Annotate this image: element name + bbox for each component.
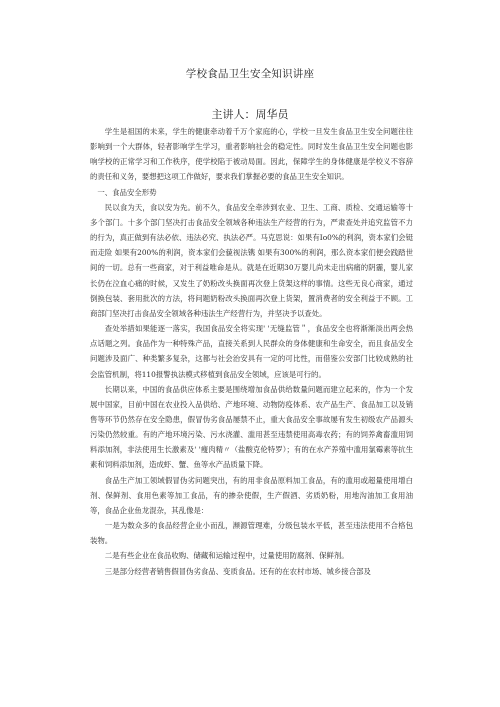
paragraph: 长期以来，中国的食品供应体系主要是围绕增加食品供给数量问题而建立起来的，作为一个发展中国家，目前中国在农业投入品供给、产地环境、动物防疫体系、农产品生产、食品加工以及销售等环节仍然存在安全隐患，假冒伪劣食品屡禁不止，重大食品安全事故屡有发生初级农产品源头污染仍然较重。有的产地环境污染、污水浇灌、滥用甚至违禁使用高毒农药；有的饲养禽畜滥用饲料添加剂，非法使用生长激素及' '瘦肉精〃（盐酸克伦特罗）；有的在水产养殖中滥用氯霉素等抗生素和饲料添加剂，造成虾、蟹、鱼等水产品质量下降。 <box>90 384 413 470</box>
paragraph: 三是部分经营者销售假冒伪劣食品、变质食品。还有的在农村市场、城乡接合部及 <box>104 566 371 576</box>
document-title: 学校食品卫生安全知识讲座 <box>185 68 315 80</box>
paragraph: 二是有些企业在食品收购、储藏和运输过程中，过量使用防腐剂、保鲜剂。 <box>104 551 349 561</box>
section-heading: 一、食品安全形势 <box>97 187 157 197</box>
paragraph: 民以食为天，食以安为先。前不久，食品安全牵涉到农业、卫生、工商、质检、交通运输等十多个部门。十多个部门坚决打击食品安全领域各种违法生产经营的行为，严肃查处并追究监管不力的行为，真正做到有法必依、违法必究、执法必严。马克思说：如果有Io0%的利润，资本家们会铤而走险 如果有200%的利润，资本家们会藐视法镌 如果有300%的利润，那么资本家们便会践踏世间的一切。总有一些商家，对于利益唯命是从。就是在近期30万婴儿尚未走出病痛的阴霾，婴儿家长仍在泣血心痛的时候，又发生了奶粉改头换面再次登上货架这样的事情。这些无良心商家，通过倒换包装、套用批次的方法，将问题奶粉改头换面再次登上货架，置消费者的安全利益于不顾。工商部门坚决打击食品安全领域各种违法生产经营行为，并坚决予以查处。 <box>90 202 413 318</box>
paragraph: 食品生产加工领域假冒伪劣问题突出，有的用非食品原料加工食品，有的滥用或超量使用增白剂、保鲜剂、食用色素等加工食品，有的掺杂使假，生产假酒、劣质奶粉，用地沟油加工食用油等，食品企业鱼龙混杂，其乱像是： <box>90 475 413 515</box>
paragraph: 学生是祖国的未来，学生的健康牵动着千万个家庭的心，学校一旦发生食品卫生安全问题往往影响到一个大群体，轻者影响学生学习，重者影响社会的稳定性。同时发生食品卫生安全问题也影响学校的正常学习和工作秩序，使学校陷于被动局面。因此，保障学生的身体健康是学校义不容辞的责任和义务，要想把这项工作做好，要求我们掌握必要的食品卫生安全知识。 <box>90 127 413 182</box>
paragraph: 查处举措如果能逐一落实，我国食品安全将实现' '无缝监管＂，食品安全也将渐渐淡出两会热点话题之列。食品作为一种特殊产品，直接关系到人民群众的身体健康和生命安全，而且食品安全问题涉及面广、种类繁多复杂，这都与社会治安具有一定的可比性，而借鉴公安部门比较成熟的社会监管机制，将110报警执法模式移植到食品安全领域，应该是可行的。 <box>90 324 413 379</box>
document-body <box>90 124 413 579</box>
speaker-line: 主讲人：周华员 <box>211 108 289 121</box>
paragraph: 一是为数众多的食品经营企业小而乱，濒源管理难，分级包装水平低，甚至违法使用不合格包装物。 <box>90 521 413 546</box>
